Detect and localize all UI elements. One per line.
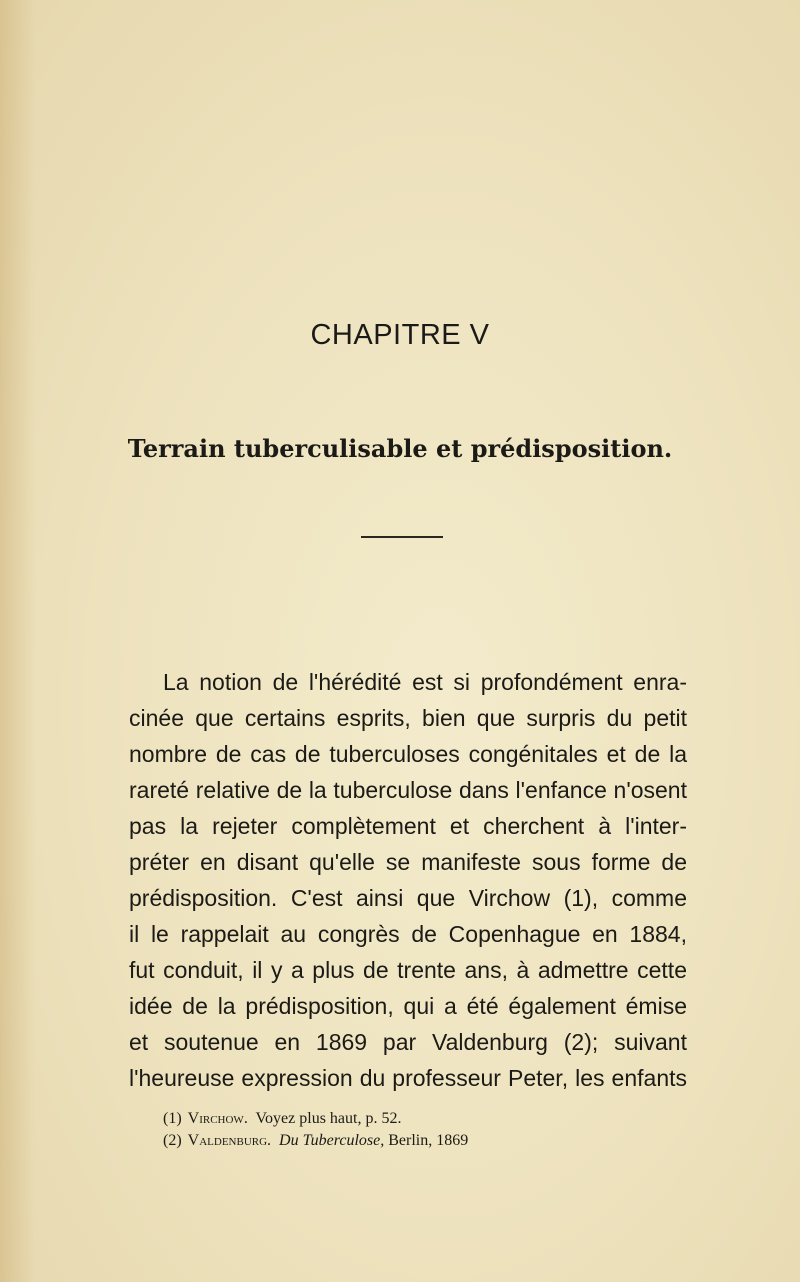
footnote-book-title: Du Tuberculose,: [279, 1132, 385, 1149]
text-line: nombre de cas de tuberculoses congénitales et de la: [129, 741, 687, 767]
section-divider: [361, 536, 443, 538]
text-line: l'heureuse expression du professeur Peter, les enfants: [129, 1065, 687, 1091]
text-line: rareté relative de la tuberculose dans l'enfance n'osent: [129, 777, 687, 803]
text-line: cinée que certains esprits, bien que surpris du petit: [129, 705, 687, 731]
text-line: pas la rejeter complètement et cherchent à l'inter-: [129, 813, 687, 839]
footnote-number: (2): [163, 1132, 182, 1149]
text-line: prédisposition. C'est ainsi que Virchow (1), comme: [129, 885, 687, 911]
text-line: et soutenue en 1869 par Valdenburg (2); suivant: [129, 1029, 687, 1055]
footnote-number: (1): [163, 1110, 182, 1127]
text-line: idée de la prédisposition, qui a été également émise: [129, 993, 687, 1019]
footnote-text: Berlin, 1869: [388, 1132, 469, 1149]
footnote-text: Voyez plus haut, p. 52.: [255, 1110, 402, 1127]
text-line: il le rappelait au congrès de Copenhague en 1884,: [129, 921, 687, 947]
footnote-author: Valdenburg.: [187, 1132, 272, 1149]
footnote: [163, 1109, 401, 1129]
chapter-heading: CHAPITRE V: [310, 319, 490, 351]
page-edge-shading: [0, 0, 36, 1282]
text-line: La notion de l'hérédité est si profondément enra-: [163, 669, 687, 695]
footnote-author: Virchow.: [187, 1110, 248, 1127]
footnote: [163, 1131, 468, 1151]
text-line: fut conduit, il y a plus de trente ans, à admettre cette: [129, 957, 687, 983]
text-line: préter en disant qu'elle se manifeste sous forme de: [129, 849, 687, 875]
chapter-title: Terrain tuberculisable et prédisposition.: [127, 434, 673, 463]
